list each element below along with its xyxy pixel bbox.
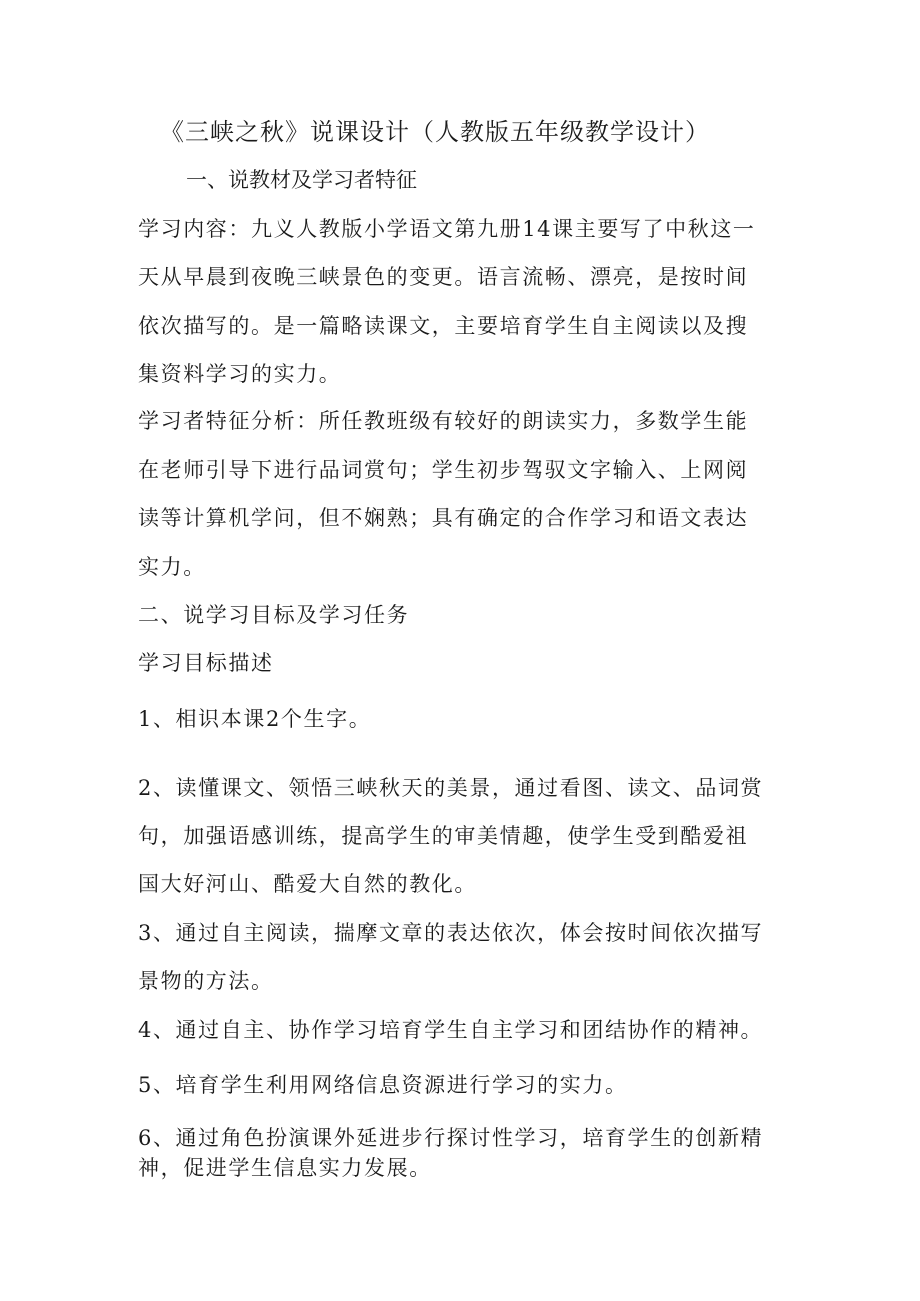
objective-item-3: 景物的方法。	[138, 969, 274, 993]
objective-item-5: 5、培育学生利用网络信息资源进行学习的实力。	[138, 1073, 628, 1097]
objective-item-3: 3、通过自主阅读，揣摩文章的表达依次，体会按时间依次描写	[138, 921, 764, 945]
learning-content-line: 天从早晨到夜晚三峡景色的变更。语言流畅、漂亮，是按时间	[138, 265, 749, 289]
document-title: 《三峡之秋》说课设计（人教版五年级教学设计）	[160, 118, 710, 146]
section-heading-objectives: 二、说学习目标及学习任务	[138, 603, 410, 627]
objectives-subheading: 学习目标描述	[138, 651, 274, 675]
learning-content-line: 集资料学习的实力。	[138, 362, 342, 386]
section-heading-textbook: 一、说教材及学习者特征	[186, 168, 417, 192]
objective-item-2: 国大好河山、酷爱大自然的教化。	[138, 872, 477, 896]
objective-item-6: 神，促进学生信息实力发展。	[138, 1156, 432, 1180]
objective-item-2: 2、读懂课文、领悟三峡秋天的美景，通过看图、读文、品词赏	[138, 776, 764, 800]
objective-item-6: 6、通过角色扮演课外延进步行探讨性学习，培育学生的创新精	[138, 1126, 764, 1150]
learner-analysis-line: 读等计算机学问，但不娴熟；具有确定的合作学习和语文表达	[138, 506, 749, 530]
objective-item-2: 句，加强语感训练，提高学生的审美情趣，使学生受到酷爱祖	[138, 824, 749, 848]
objective-item-1: 1、相识本课2个生字。	[138, 707, 372, 731]
learner-analysis-line: 学习者特征分析：所任教班级有较好的朗读实力，多数学生能	[138, 409, 749, 433]
learner-analysis-line: 在老师引导下进行品词赏句；学生初步驾驭文字输入、上网阅	[138, 458, 749, 482]
learner-analysis-line: 实力。	[138, 555, 206, 579]
learning-content-line: 依次描写的。是一篇略读课文，主要培育学生自主阅读以及搜	[138, 314, 749, 338]
learning-content-line: 学习内容：九义人教版小学语文第九册14课主要写了中秋这一	[138, 217, 756, 241]
objective-item-4: 4、通过自主、协作学习培育学生自主学习和团结协作的精神。	[138, 1018, 764, 1042]
